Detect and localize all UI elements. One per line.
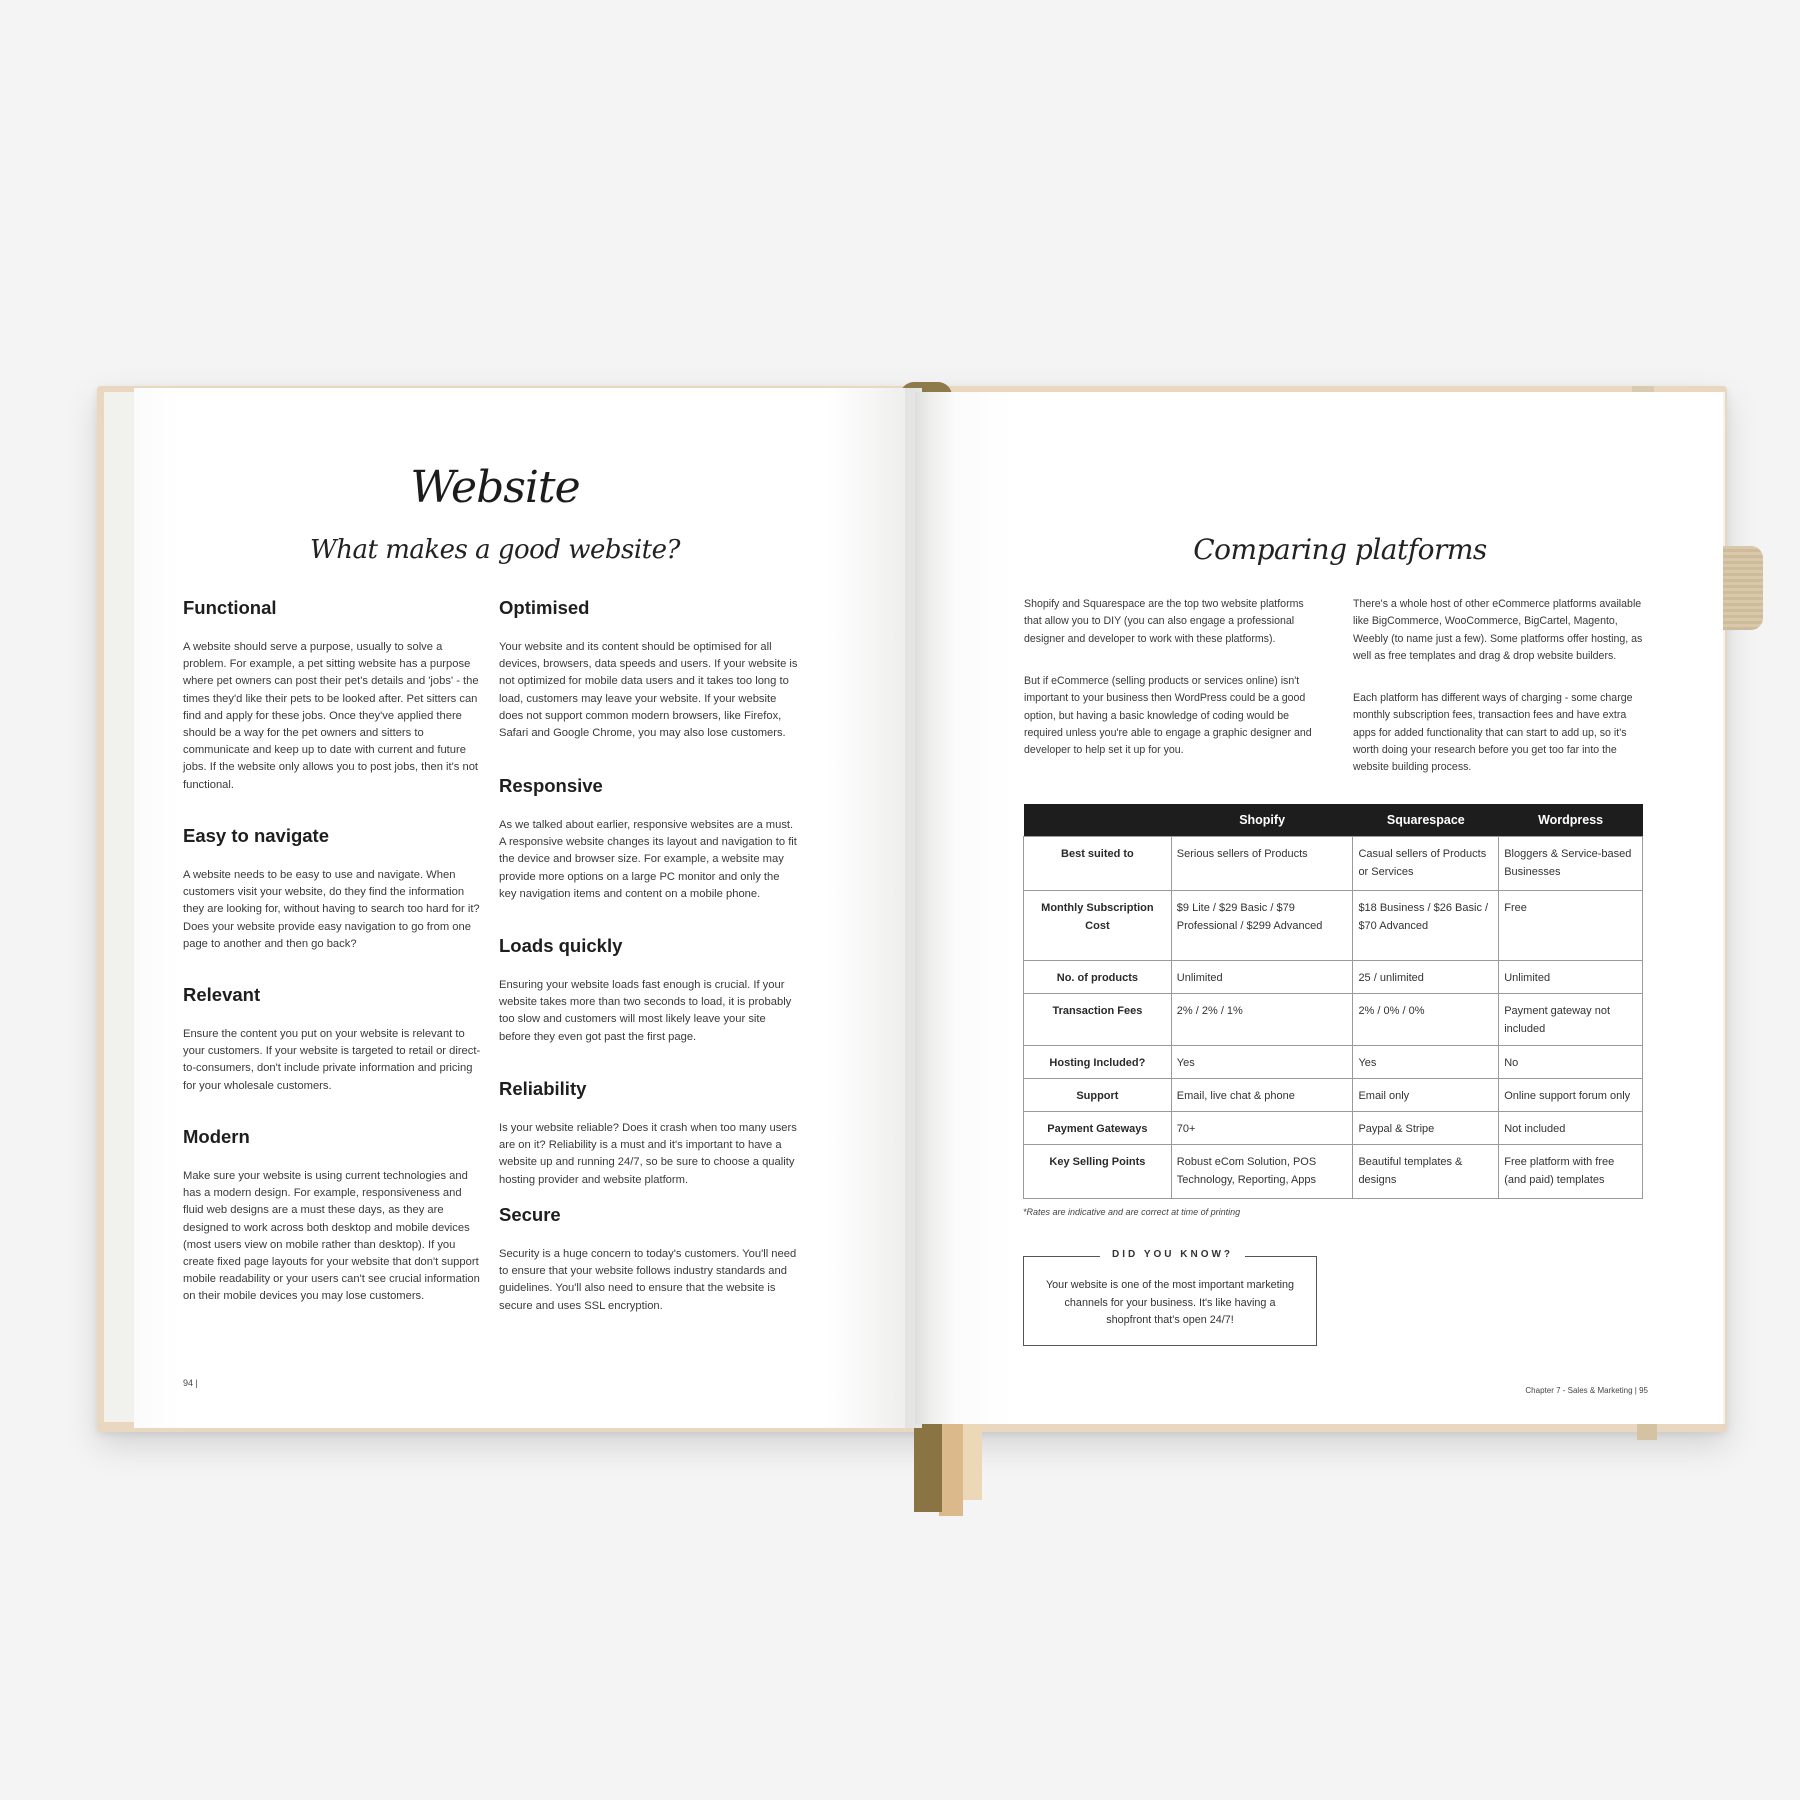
rates-footnote: *Rates are indicative and are correct at time of printing [1023, 1207, 1241, 1217]
table-header-cell: Wordpress [1499, 804, 1643, 837]
table-cell: Unlimited [1499, 961, 1643, 994]
table-cell: Serious sellers of Products [1171, 837, 1353, 891]
section-heading: Easy to navigate [183, 825, 330, 846]
section-body: Security is a huge concern to today's customers. You'll need to ensure that your website follows industry standards and guidelines. You'll also need to ensure that the website is secure and uses SSL encryption. [499, 1248, 797, 1312]
row-label: Hosting Included? [1024, 1046, 1172, 1079]
section-body: Ensure the content you put on your website is relevant to your customers. If your website is targeted to retail or direct-to-consumers, don't include private information and pricing for your wholesale customers. [183, 1028, 481, 1092]
row-label: Payment Gateways [1024, 1112, 1172, 1145]
table-row [1024, 1079, 1643, 1112]
table-cell: No [1499, 1046, 1643, 1079]
page-title: Website [410, 462, 580, 513]
intro-paragraph: Shopify and Squarespace are the top two website platforms that allow you to DIY (you can also engage a professional designer and developer to work with these platforms). [1024, 598, 1304, 645]
row-label: No. of products [1024, 961, 1172, 994]
section-heading: Relevant [183, 984, 261, 1005]
section-heading: Secure [499, 1204, 561, 1225]
section-heading: Modern [183, 1126, 250, 1147]
section-secure [499, 1204, 799, 1315]
section-functional [183, 597, 483, 794]
section-heading: Functional [183, 597, 277, 618]
table-header-row [1024, 804, 1643, 837]
table-cell: Unlimited [1171, 961, 1353, 994]
table-cell: $9 Lite / $29 Basic / $79 Professional / $299 Advanced [1171, 891, 1353, 961]
table-cell: Email, live chat & phone [1171, 1079, 1353, 1112]
table-cell: Yes [1353, 1046, 1499, 1079]
section-heading: Optimised [499, 597, 590, 618]
right-page-title: Comparing platforms [1193, 533, 1487, 566]
intro-paragraph: Each platform has different ways of charging - some charge monthly subscription fees, transaction fees and have extra apps for added functionality that can start to add up, so it's worth doing your research before you get too far into the website building process. [1353, 692, 1633, 774]
table-cell: Casual sellers of Products or Services [1353, 837, 1499, 891]
table-cell: Not included [1499, 1112, 1643, 1145]
table-cell: Online support forum only [1499, 1079, 1643, 1112]
section-modern [183, 1126, 483, 1306]
section-body: As we talked about earlier, responsive websites are a must. A responsive website changes its layout and navigation to fit the device and browser size. For example, a website may provide more options on a large PC monitor and only the key navigation items and content on a mobile phone. [499, 819, 797, 900]
bookmark-ribbon-olive [914, 1420, 942, 1512]
table-cell: 2% / 2% / 1% [1171, 994, 1353, 1046]
table-cell: Robust eCom Solution, POS Technology, Reporting, Apps [1171, 1145, 1353, 1199]
table-cell: Email only [1353, 1079, 1499, 1112]
row-label: Best suited to [1024, 837, 1172, 891]
table-cell: Bloggers & Service-based Businesses [1499, 837, 1643, 891]
table-cell: Payment gateway not included [1499, 994, 1643, 1046]
section-body: Ensuring your website loads fast enough is crucial. If your website takes more than two seconds to load, it is probably too slow and customers will most likely leave your site before they even got past the first page. [499, 979, 792, 1043]
table-header-cell [1024, 804, 1172, 837]
section-relevant [183, 984, 483, 1095]
book-gutter-shadow [905, 388, 931, 1428]
table-header-cell: Squarespace [1353, 804, 1499, 837]
did-you-know-title: DID YOU KNOW? [1100, 1249, 1245, 1260]
platform-comparison-table [1023, 804, 1643, 1199]
table-cell: Beautiful templates & designs [1353, 1145, 1499, 1199]
elastic-closure-tab [1721, 546, 1763, 630]
table-row [1024, 1145, 1643, 1199]
table-row [1024, 994, 1643, 1046]
section-heading: Responsive [499, 775, 603, 796]
section-body: Is your website reliable? Does it crash when too many users are on it? Reliability is a must and it's important to have a website up and running 24/7, so be sure to choose a quality hosting provider and website platform. [499, 1122, 797, 1186]
table-cell: 2% / 0% / 0% [1353, 994, 1499, 1046]
bookmark-ribbon-tan [939, 1420, 963, 1516]
section-heading: Reliability [499, 1078, 587, 1099]
section-loads-quickly [499, 935, 799, 1046]
section-body: A website should serve a purpose, usually to solve a problem. For example, a pet sitting website has a purpose where pet owners can post their pet's details and 'jobs' - the times they'd like their pets to be looked after. Pet sitters can find and apply for these jobs. Once they've applied there should be a way for the pet owners and sitters to communicate and keep up to date with current and future jobs. If the website only allows you to post jobs, then it's not functional. [183, 641, 479, 791]
table-cell: Free platform with free (and paid) templates [1499, 1145, 1643, 1199]
table-cell: Free [1499, 891, 1643, 961]
table-row [1024, 891, 1643, 961]
table-cell: 25 / unlimited [1353, 961, 1499, 994]
table-cell: Yes [1171, 1046, 1353, 1079]
table-row [1024, 1112, 1643, 1145]
section-easy-to-navigate [183, 825, 483, 953]
table-header-cell: Shopify [1171, 804, 1353, 837]
table-row [1024, 961, 1643, 994]
section-heading: Loads quickly [499, 935, 623, 956]
row-label: Support [1024, 1079, 1172, 1112]
table-row [1024, 1046, 1643, 1079]
intro-paragraph: But if eCommerce (selling products or services online) isn't important to your business then WordPress could be a good option, but having a basic knowledge of coding would be required unless you're able to engage a graphic designer and developer to help set it up for you. [1024, 675, 1312, 757]
table-cell: $18 Business / $26 Basic / $70 Advanced [1353, 891, 1499, 961]
section-reliability [499, 1078, 799, 1189]
table-cell: 70+ [1171, 1112, 1353, 1145]
section-body: A website needs to be easy to use and navigate. When customers visit your website, do they find the information they are looking for, without having to search too hard for it? Does your website provide easy navigation to go from one page to another and then go back? [183, 869, 480, 950]
table-cell: Paypal & Stripe [1353, 1112, 1499, 1145]
did-you-know-box [1023, 1249, 1317, 1346]
row-label: Key Selling Points [1024, 1145, 1172, 1199]
bookmark-ribbon-light [960, 1420, 982, 1500]
did-you-know-text: Your website is one of the most important marketing channels for your business. It's like having a shopfront that's open 24/7! [1045, 1279, 1295, 1326]
section-body: Make sure your website is using current technologies and has a modern design. For example, responsiveness and fluid web designs are a must these days, as they are designed to work across both desktop and mobile devices (most users view on mobile rather than desktop). If you create fixed page layouts for your website that don't support mobile readability or your users can't see crucial information on their mobile devices you may lose customers. [183, 1170, 480, 1303]
page-subtitle: What makes a good website? [310, 535, 680, 565]
section-body: Your website and its content should be optimised for all devices, browsers, data speeds and users. If your website is not optimized for mobile data users and it takes too long to load, customers may leave your website. If your website does not support common modern browsers, like Firefox, Safari and Google Chrome, you may also lose customers. [499, 641, 798, 740]
section-optimised [499, 597, 799, 742]
row-label: Transaction Fees [1024, 994, 1172, 1046]
page-number-right: Chapter 7 - Sales & Marketing | 95 [1525, 1386, 1648, 1395]
intro-paragraph: There's a whole host of other eCommerce platforms available like BigCommerce, WooCommerce, BigCartel, Magento, Weebly (to name just a few). Some platforms offer hosting, as well as free templates and drag & drop website builders. [1353, 598, 1643, 662]
row-label: Monthly Subscription Cost [1024, 891, 1172, 961]
page-number-left: 94 | [183, 1378, 198, 1388]
section-responsive [499, 775, 799, 903]
table-row [1024, 837, 1643, 891]
